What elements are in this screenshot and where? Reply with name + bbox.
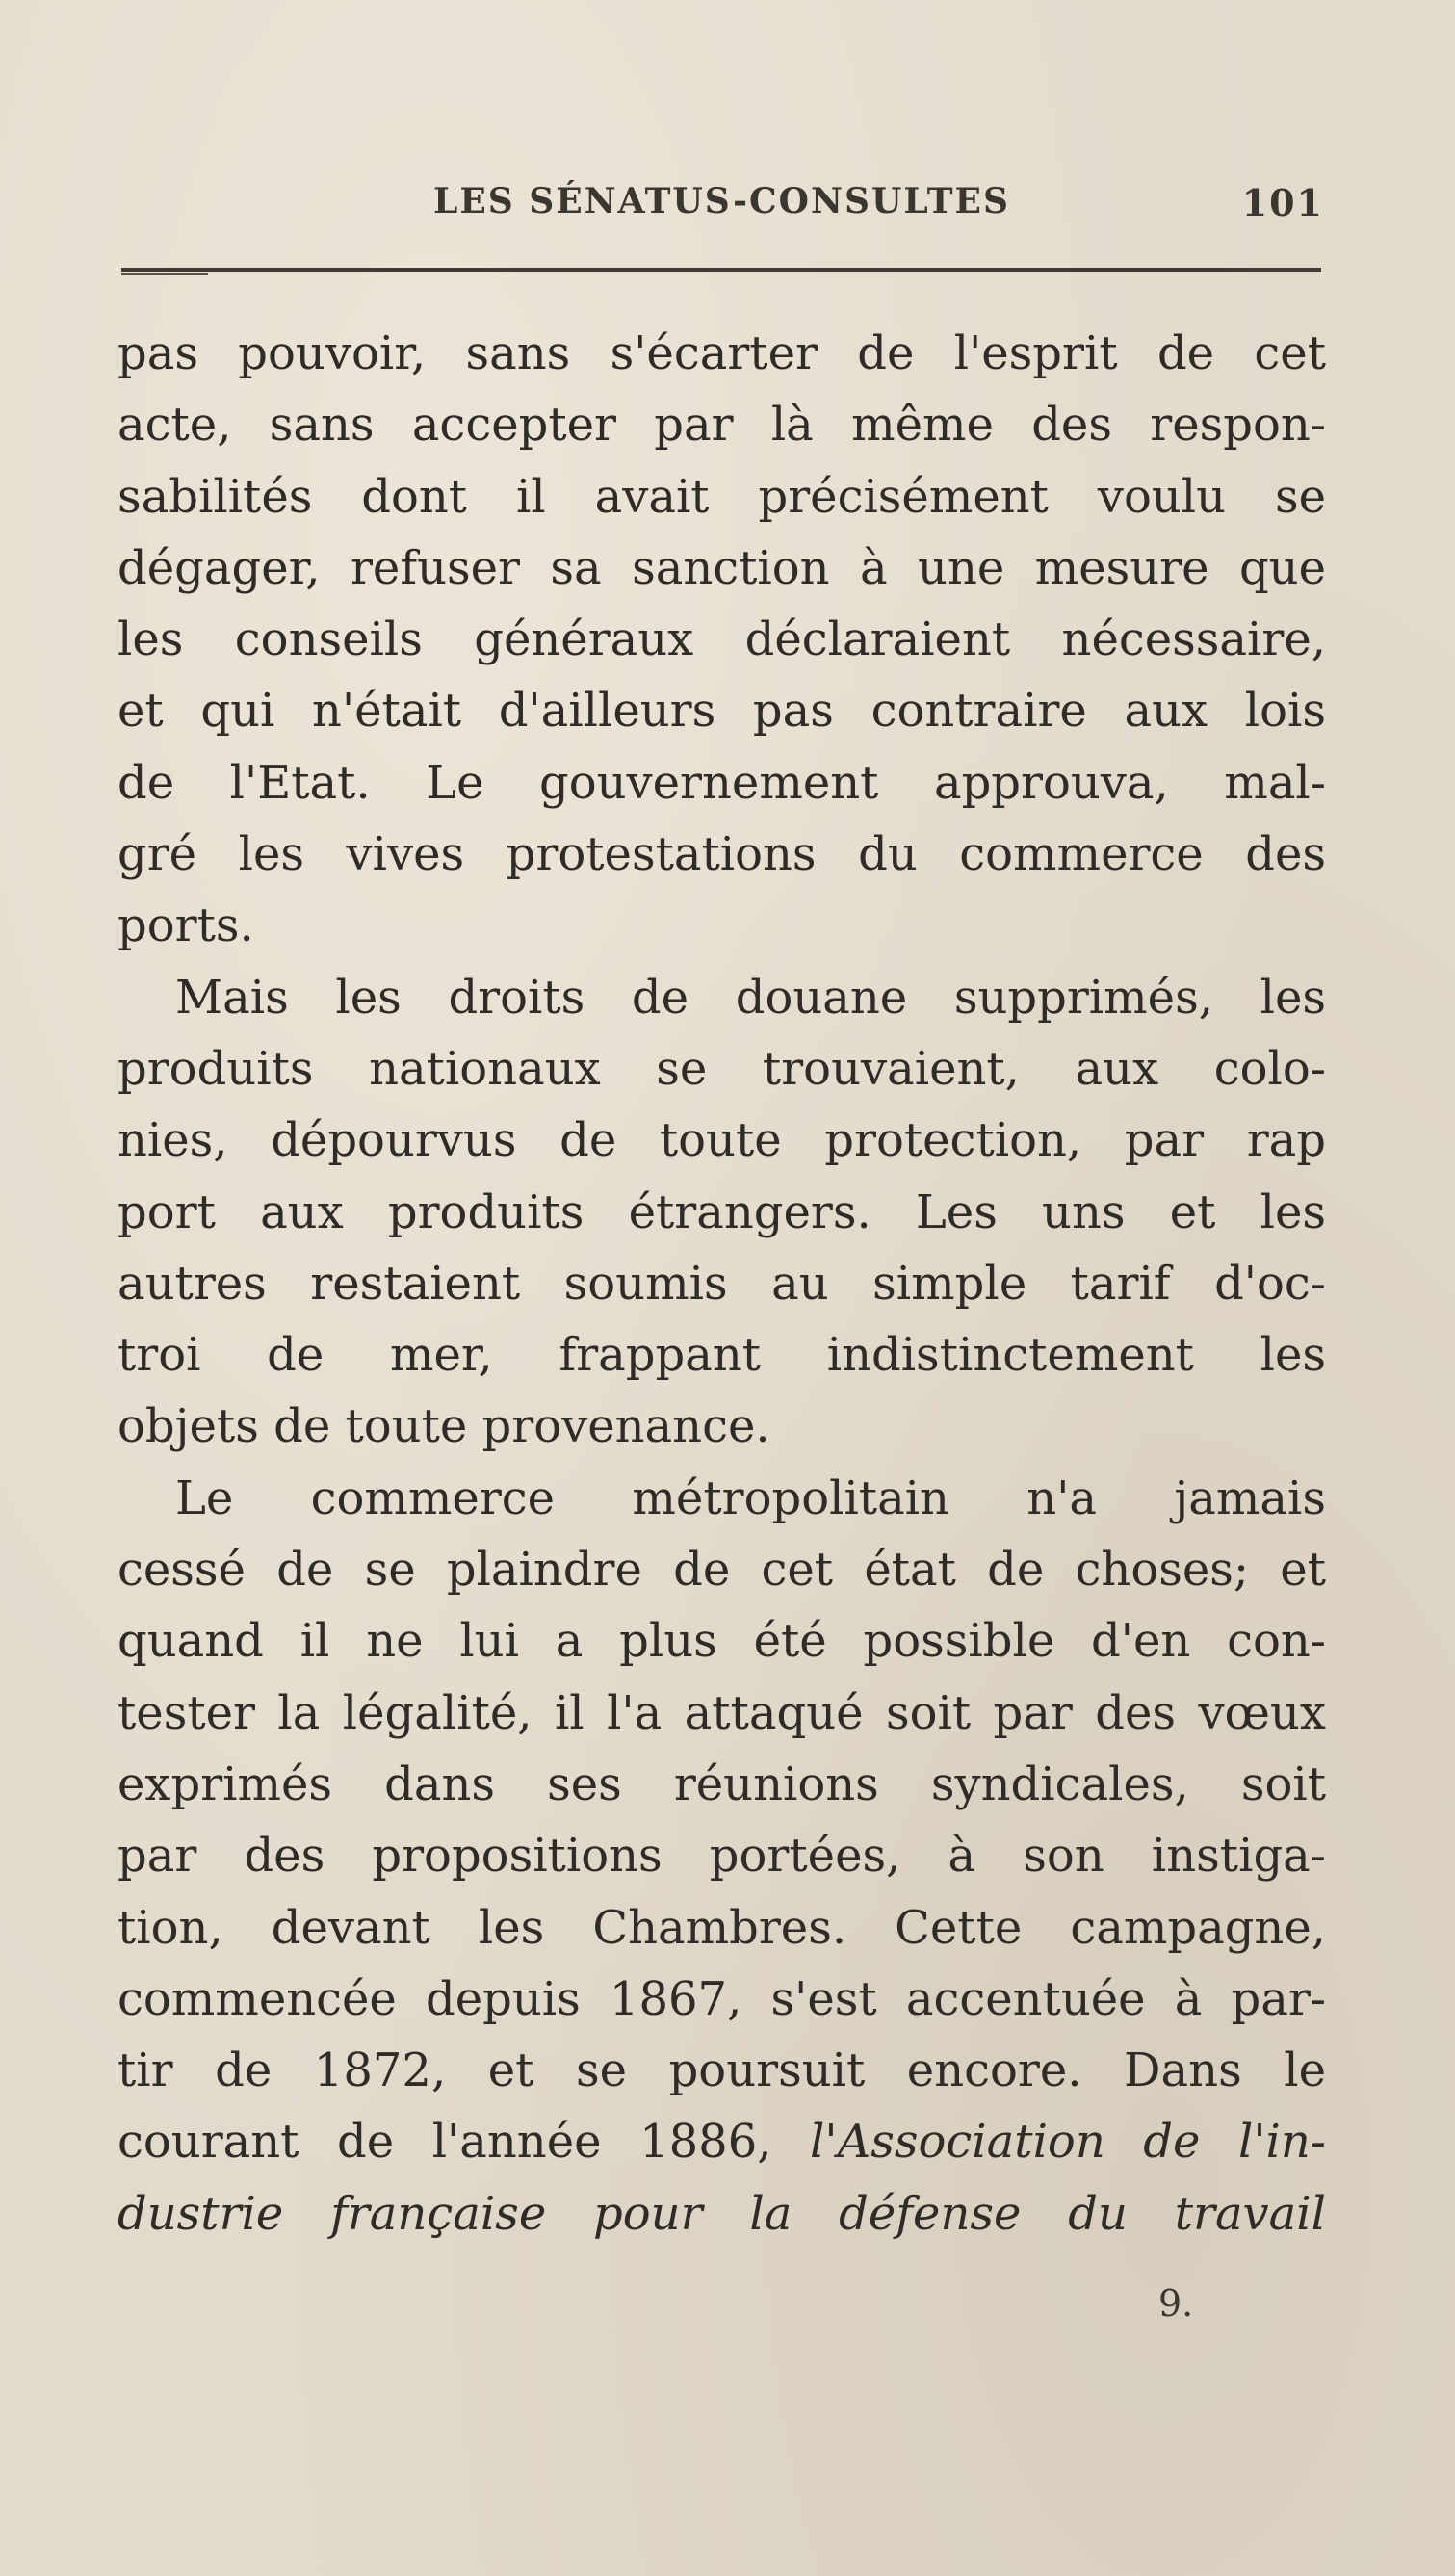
text-line-mixed	[117, 2106, 1326, 2177]
page-number: 101	[1241, 181, 1324, 224]
text-line: exprimés dans ses réunions syndicales, soit	[117, 1756, 1326, 1811]
text-line: tion, devant les Chambres. Cette campagne,	[117, 1900, 1326, 1955]
text-line: de l'Etat. Le gouvernement approuva, mal-	[117, 755, 1326, 810]
signature-mark: 9.	[1158, 2282, 1194, 2325]
text-line: cessé de se plaindre de cet état de choses; et	[117, 1543, 1326, 1598]
body-text	[117, 318, 1326, 2250]
running-title: LES SÉNATUS-CONSULTES	[433, 181, 1010, 221]
text-line: sabilités dont il avait précisément voulu se	[117, 469, 1326, 524]
text-line: et qui n'était d'ailleurs pas contraire aux lois	[117, 684, 1326, 739]
text-line: les conseils généraux déclaraient nécessaire,	[117, 612, 1326, 667]
text-line: tir de 1872, et se poursuit encore. Dans le	[117, 2043, 1326, 2098]
text-line: commencée depuis 1867, s'est accentuée à par-	[117, 1971, 1326, 2026]
text-line: dégager, refuser sa sanction à une mesure que	[117, 540, 1326, 595]
text-line: gré les vives protestations du commerce des	[117, 827, 1326, 882]
text-line: autres restaient soumis au simple tarif d'oc-	[117, 1256, 1326, 1311]
text-line: objets de toute provenance.	[117, 1399, 770, 1454]
text-line: produits nationaux se trouvaient, aux colo-	[117, 1041, 1326, 1096]
text-line: Mais les droits de douane supprimés, les	[175, 970, 1326, 1025]
header-rule	[121, 268, 1321, 272]
text-line: port aux produits étrangers. Les uns et les	[117, 1184, 1326, 1239]
italic-title-segment: l'Association de l'in-	[810, 2115, 1326, 2170]
text-line: par des propositions portées, à son instiga-	[117, 1829, 1326, 1884]
text-line: ports.	[117, 898, 254, 953]
text-line: pas pouvoir, sans s'écarter de l'esprit de cet	[117, 326, 1326, 380]
text-line: nies, dépourvus de toute protection, par rap	[117, 1113, 1326, 1168]
text-line: tester la légalité, il l'a attaqué soit par des vœux	[117, 1685, 1326, 1740]
text-line: acte, sans accepter par là même des respon-	[117, 398, 1326, 453]
running-head	[116, 181, 1324, 229]
header-rule-shadow	[121, 273, 208, 275]
text-line: quand il ne lui a plus été possible d'en con-	[117, 1614, 1326, 1669]
text-roman-segment: courant de l'année 1886,	[117, 2115, 811, 2170]
text-line: troi de mer, frappant indistinctement les	[117, 1328, 1326, 1383]
italic-title-line: dustrie française pour la défense du travail	[117, 2186, 1326, 2241]
text-line: Le commerce métropolitain n'a jamais	[175, 1470, 1326, 1525]
